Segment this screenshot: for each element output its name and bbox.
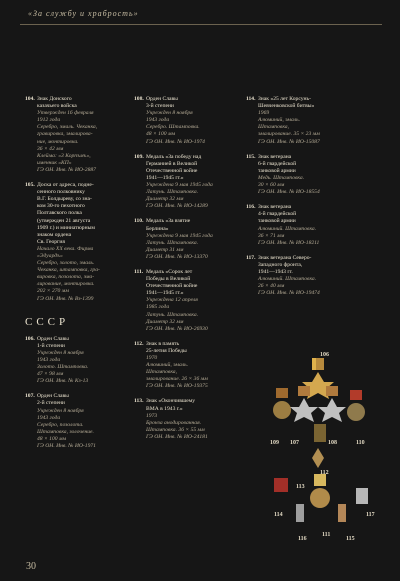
entry-title-line: Шевченковской битвы» <box>258 103 315 110</box>
entry-detail-line: эмалирование. 35 × 23 мм <box>258 131 320 138</box>
entry-title-line: Св. Георгия <box>37 238 65 245</box>
entry-detail-line: Учреждена 9 мая 1945 года <box>146 182 213 189</box>
entry-number: 114. <box>246 96 256 102</box>
entry-detail-line: Латунь. Штамповка. <box>146 189 199 196</box>
entry-detail-line: Серебро, эмаль. Чеканка, <box>37 124 98 131</box>
entry-detail-line: Учрежден 8 ноября <box>37 407 84 414</box>
entry-detail-line: Серебро, позолота. <box>37 421 84 428</box>
label-114: 114 <box>274 512 283 518</box>
entry-detail-line: 30 × 60 мм <box>258 182 285 189</box>
entry-title-line: Доска от адреса, подне- <box>37 182 94 189</box>
entry-title-line: Знак ветерана <box>258 153 292 160</box>
section-heading: СССР <box>25 315 70 328</box>
entry-number: 109. <box>134 153 144 160</box>
entry-detail-line: 47 × 98 мм <box>37 371 64 378</box>
entry-title-line: ВМА в 1943 г.» <box>146 405 183 412</box>
entry-detail-line: Учрежден 8 ноября <box>37 349 84 356</box>
entry-detail-line: Алюминий, эмаль. <box>258 117 301 124</box>
entry-title-line: Медаль «Сорок лет <box>146 268 193 275</box>
catalog-entry <box>246 204 366 247</box>
label-110: 110 <box>356 440 365 446</box>
entry-number: 117. <box>246 254 256 261</box>
entry-title-line: Победы в Великой <box>146 276 191 283</box>
entry-detail-line: Диаметр 31 мм <box>146 246 184 253</box>
entry-detail-line: 1943 года <box>37 414 61 421</box>
entry-title-line: танковой армии <box>258 218 296 225</box>
entry-detail-line: 48 × 100 мм <box>146 131 176 138</box>
catalog-entry <box>25 182 123 303</box>
entry-detail-line: эмалирование. 26 × 36 мм <box>146 376 208 383</box>
entry-detail-line: 1969 <box>258 110 270 117</box>
entry-detail-line: Учреждена 12 апреля <box>146 297 198 304</box>
entry-detail-line: Начало XX века. Фирма <box>37 245 94 252</box>
label-108: 108 <box>328 440 337 446</box>
entry-title-line: Знак «25 лет Корсунь- <box>258 96 311 102</box>
entry-detail-line: ГЭ ОН. Инв. № ИО-15087 <box>258 138 320 145</box>
entry-title-line: Знак Донского <box>37 96 72 102</box>
entry-title-line: Знак ветерана <box>258 204 292 211</box>
catalog-entry <box>134 269 235 333</box>
entry-detail-line: 1985 года <box>146 304 170 311</box>
catalog-entry <box>134 341 235 391</box>
entry-detail-line: 1943 года <box>146 117 170 124</box>
entry-detail-line: Алюминий. Штамповка. <box>258 276 317 283</box>
entry-detail-line: вировка, позолота, эма- <box>37 274 95 281</box>
entry-detail-line: 1970 <box>146 355 158 361</box>
catalog-entry <box>246 255 366 298</box>
entry-detail-line: ГЭ ОН. Инв. № ИО-24181 <box>146 433 208 440</box>
catalog-entry <box>134 398 235 441</box>
entry-detail-line: 1973 <box>146 412 158 419</box>
guards-6-badge <box>338 504 346 522</box>
entry-title-line: Отечественной войне <box>146 167 198 174</box>
entry-title-line: Орден Славы <box>37 393 69 400</box>
catalog-entry <box>25 393 123 450</box>
label-111: 111 <box>322 532 331 538</box>
entry-title-line: Отечественной войне <box>146 283 198 290</box>
label-113: 113 <box>296 484 305 490</box>
entry-detail-line: Серебро, золото, эмаль. <box>37 260 95 267</box>
entry-detail-line: Штамповка, <box>146 369 178 376</box>
page-number: 30 <box>26 561 36 572</box>
entry-detail-line: ГЭ ОН. Инв. № ИО-14289 <box>146 203 208 210</box>
entry-detail-line: Бронза анодированная. <box>146 419 202 426</box>
victory-25-badge <box>314 424 326 442</box>
entry-title-line: танковой армии <box>258 167 296 174</box>
entry-detail-line: Латунь. Штамповка. <box>146 239 199 246</box>
entry-title-line: Полтавского полка <box>37 210 82 217</box>
entry-number: 115. <box>246 153 256 160</box>
entry-detail-line: 36 × 71 мм <box>258 232 285 239</box>
entry-number: 113. <box>134 398 144 405</box>
entry-title-line: Берлина» <box>146 225 169 232</box>
entry-detail-line: ГЭ ОН. Инв. № ИО-18211 <box>258 239 320 246</box>
catalog-entry <box>25 336 123 386</box>
entry-detail-line: ГЭ ОН. Инв. № ИО-19474 <box>258 290 320 297</box>
entry-detail-line: ние, монтировка. <box>37 138 79 145</box>
entry-detail-line: «Эдуардъ» <box>37 252 63 259</box>
entry-title-line: ком 30-го пехотного <box>37 203 85 210</box>
north-west-front-badge <box>356 488 368 504</box>
entry-number: 110. <box>134 218 144 225</box>
entry-title-line: 25-летия Победы <box>146 347 187 354</box>
catalog-entry <box>134 218 235 261</box>
entry-detail-line: 36 × 42 мм <box>37 145 64 152</box>
entry-number: 116. <box>246 204 256 211</box>
entry-detail-line: ГЭ ОН. Инв. № Вз-1399 <box>37 295 94 302</box>
entry-detail-line: Диаметр 32 мм <box>146 196 184 203</box>
entry-detail-line: Серебро. Штамповка. <box>146 124 200 131</box>
entry-detail-line: ГЭ ОН. Инв. № ИО-18554 <box>258 189 320 196</box>
entry-detail-line: Штамповка, <box>258 124 290 131</box>
entry-detail-line: Штамповка, золочение. <box>37 428 94 435</box>
entry-detail-line: Учрежден 8 ноября <box>146 110 193 117</box>
entry-title-line: Знак ветерана Северо- <box>258 254 312 261</box>
entry-title-line: 4-й гвардейской <box>258 211 297 218</box>
entry-detail-line: 48 × 100 мм <box>37 435 67 442</box>
forty-years-medal <box>310 474 330 508</box>
header-rule <box>20 24 382 25</box>
medals-photo <box>262 352 380 548</box>
entry-detail-line: Штамповка. 36 × 55 мм <box>146 426 205 433</box>
entry-number: 104. <box>25 96 35 102</box>
entry-title-line: 1941—1945 гг.» <box>146 290 184 297</box>
entry-title-line: Медаль «За взятие <box>146 218 191 225</box>
entry-detail-line: 26 × 40 мм <box>258 283 285 290</box>
entry-title-line: 6-й гвардейской <box>258 160 297 167</box>
entry-detail-line: Золото. Штамповка. <box>37 364 89 371</box>
entry-detail-line: ГЭ ОН. Инв. № ИО-1971 <box>37 443 96 450</box>
entry-title-line: 1-й степени <box>37 342 65 349</box>
entry-detail-line: Алюминий. Штамповка. <box>258 225 317 232</box>
entry-detail-line: Алюминий, эмаль. <box>146 362 189 369</box>
entry-title-line: Германией в Великой <box>146 160 198 167</box>
label-116: 116 <box>298 536 307 542</box>
entry-number: 105. <box>25 182 35 189</box>
entry-title-line: знаком ордена <box>37 231 72 238</box>
entry-detail-line: Клейма: «3 Корпъмъ», <box>37 152 91 159</box>
entry-detail-line: гравировка, эмалирова- <box>37 131 93 138</box>
entry-number: 107. <box>25 393 35 400</box>
entry-title-line: казачьего войска <box>37 103 77 110</box>
entry-detail-line: ГЭ ОН. Инв. № ИО-2887 <box>37 166 96 173</box>
catalog-entry <box>134 154 235 211</box>
entry-title-line: Орден Славы <box>37 335 69 342</box>
entry-detail-line: ГЭ ОН. Инв. № Кз-13 <box>37 378 89 385</box>
entry-title-line: В.Г. Болдыреву, со зна- <box>37 196 92 203</box>
entry-title-line: Медаль «За победу над <box>146 153 202 160</box>
column-1 <box>25 96 123 458</box>
entry-number: 106. <box>25 335 35 342</box>
entry-number: 111. <box>134 268 144 275</box>
entry-detail-line: Утвержден 16 февраля <box>37 110 94 117</box>
label-115: 115 <box>346 536 355 542</box>
entry-number: 108. <box>134 96 144 102</box>
entry-detail-line: 202 × 270 мм <box>37 288 69 295</box>
entry-title-line: Орден Славы <box>146 96 178 102</box>
vma-badge <box>312 448 324 468</box>
entry-detail-line: Латунь. Штамповка. <box>146 311 199 318</box>
entry-detail-line: 1943 года <box>37 357 61 363</box>
guards-4-badge <box>296 504 304 522</box>
label-112: 112 <box>320 470 329 476</box>
column-2 <box>134 96 235 449</box>
entry-detail-line: ГЭ ОН. Инв. № ИО-19375 <box>146 383 208 390</box>
column-3 <box>246 96 366 305</box>
entry-title-line: Знак «Окончившему <box>146 398 196 405</box>
entry-title-line: 1909 г.) и миниатюрным <box>37 224 95 231</box>
entry-title-line: Знак в память <box>146 340 180 347</box>
catalog-entry <box>134 96 235 146</box>
korsun-badge <box>274 478 288 492</box>
entry-title-line: Западного фронта, <box>258 261 303 268</box>
entry-detail-line: Медь. Штамповка. <box>258 174 305 181</box>
label-117: 117 <box>366 512 375 518</box>
entry-detail-line: лирование, монтировка. <box>37 281 95 288</box>
entry-title-line: сенного полковнику <box>37 189 85 196</box>
entry-title-line: 1941—1943 гг. <box>258 268 293 275</box>
berlin-medal <box>347 390 365 421</box>
entry-title-line: 2-й степени <box>37 400 65 407</box>
entry-detail-line: 1912 года <box>37 117 61 124</box>
entry-detail-line: ГЭ ОН. Инв. № ИО-1974 <box>146 138 205 145</box>
entry-detail-line: Диаметр 32 мм <box>146 318 184 325</box>
catalog-entry <box>246 96 366 146</box>
label-109: 109 <box>270 440 279 446</box>
entry-detail-line: именник «КП» <box>37 159 72 166</box>
entry-detail-line: ГЭ ОН. Инв. № ИО-26930 <box>146 325 208 332</box>
catalog-entry <box>25 96 123 174</box>
label-107: 107 <box>290 440 299 446</box>
medals-illustration <box>262 352 380 548</box>
catalog-entry <box>246 154 366 197</box>
entry-detail-line: Чеканка, штамповка, гра- <box>37 267 100 274</box>
running-head: «За службу и храбрость» <box>28 9 139 18</box>
entry-title-line: 1941—1945 гг.» <box>146 174 184 181</box>
entry-title-line: (утвержден 21 августа <box>37 217 91 224</box>
entry-detail-line: ГЭ ОН. Инв. № ИО-13370 <box>146 253 208 260</box>
entry-detail-line: Учреждена 9 мая 1945 года <box>146 232 213 239</box>
entry-number: 112. <box>134 340 144 347</box>
entry-title-line: 3-й степени <box>146 103 174 110</box>
label-106: 106 <box>320 352 329 358</box>
victory-medal <box>273 388 291 419</box>
